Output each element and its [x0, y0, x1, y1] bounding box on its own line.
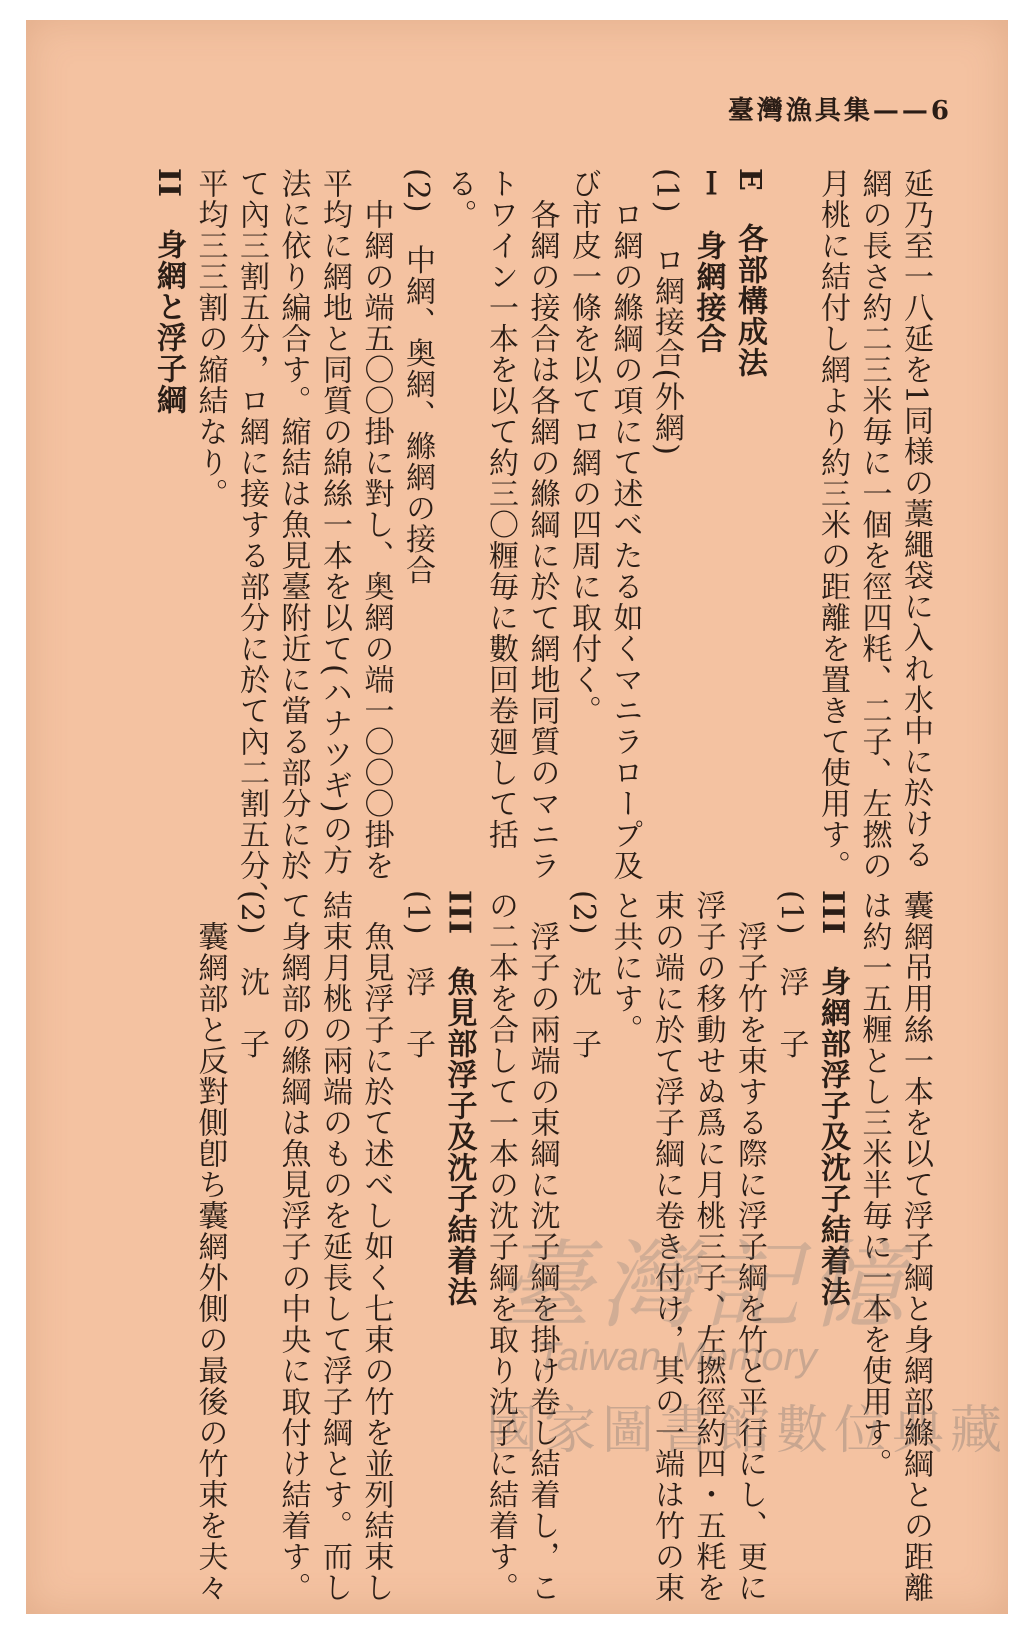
- text-line: 網の長さ約二三米毎に一個を徑四粍、二子、左撚の: [856, 168, 892, 881]
- text-line: 平均三三割の縮結なり。: [192, 168, 228, 509]
- text-line: トワイン一本を以て約三〇糎毎に數回卷廻して括: [483, 168, 518, 850]
- top-text-block: [148, 168, 937, 912]
- watermark-english-text: Taiwan Memory: [536, 1335, 817, 1379]
- text-line: 結束月桃の兩端のものを延長して浮子綱とす。而し: [317, 890, 352, 1603]
- text-line: 法に依り編合す。縮結は魚見臺附近に當る部分に於: [275, 168, 311, 881]
- text-line: 魚見浮子に於て述べし如く七束の竹を並列結束し: [358, 890, 394, 1603]
- text-line: て身網部の縧綱は魚見浮子の中央に取付け結着す。: [275, 890, 311, 1603]
- text-line: 延乃至一八延を1同様の藁繩袋に入れ水中に於ける: [898, 168, 933, 871]
- text-line: Ｉ 身網接合: [690, 168, 726, 354]
- text-line: 中網の端五〇〇掛に對し、奥網の端一〇〇〇掛を: [358, 168, 394, 881]
- text-line: II 身網と浮子綱: [151, 168, 186, 416]
- text-line: 月桃に結付し網より約三米の距離を置きて使用す。: [815, 168, 850, 881]
- text-line: ロ網の縧綱の項にて述べたる如くマニラロープ及: [607, 168, 643, 881]
- text-line: 各網の接合は各網の縧綱に於て網地同質のマニラ: [524, 168, 560, 881]
- watermark-cursive-text: 臺灣記憶: [496, 1230, 912, 1342]
- text-line: び市皮一條を以てロ網の四周に取付く。: [566, 168, 601, 726]
- text-line: III 魚見部浮子及沈子結着法: [441, 890, 477, 1308]
- bottom-text-block: [189, 890, 936, 1603]
- text-line: 浮子の移動せぬ爲に月桃三子、左撚徑約四・五粍を: [690, 890, 726, 1603]
- text-line: 囊網吊用絲一本を以て浮子綱と身網部縧綱との距離: [898, 890, 933, 1603]
- text-line: (1) 浮 子: [773, 890, 809, 1060]
- watermark-chinese-text: 國家圖書館數位典藏: [486, 1401, 1009, 1461]
- page-header: 臺灣漁具集——6: [727, 96, 952, 126]
- text-line: III 身網部浮子及沈子結着法: [815, 890, 850, 1308]
- text-line: の二本を合して一本の沈子綱を取り沈子に結着す。: [483, 890, 518, 1603]
- text-line: (1) ロ網接合(外網): [649, 168, 684, 456]
- text-line: 囊網部と反對側卽ち囊網外側の最後の竹束を夫々: [192, 890, 228, 1603]
- text-line: [770, 168, 812, 848]
- text-line: (2) 沈 子: [566, 890, 601, 1060]
- text-line: る。: [441, 168, 477, 230]
- text-line: 浮子の兩端の束綱に沈子綱を掛け卷し結着し，こ: [524, 890, 560, 1603]
- text-line: (1) 浮 子: [400, 890, 435, 1060]
- text-line: と共にす。: [607, 890, 643, 1045]
- text-line: E 各部構成法: [732, 168, 767, 378]
- text-line: 浮子竹を束する際に浮子綱を竹と平行にし、更に: [732, 890, 767, 1603]
- text-line: 平均に網地と同質の綿絲一本を以て(ハナツギ)の方: [317, 168, 352, 876]
- text-line: (2) 沈 子: [234, 890, 269, 1060]
- document-page: [26, 20, 1008, 1614]
- text-line: は約一五糎とし三米半毎に一本を使用す。: [856, 890, 892, 1479]
- text-line: て內三割五分，ロ網に接する部分に於て內二割五分、: [234, 168, 269, 912]
- text-line: (2) 中網、奥網、縧網の接合: [400, 168, 435, 586]
- text-line: 束の端に於て浮子綱に卷き付け，其の一端は竹の束: [649, 890, 684, 1603]
